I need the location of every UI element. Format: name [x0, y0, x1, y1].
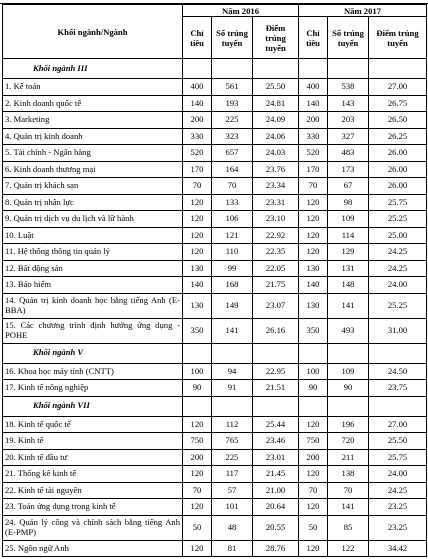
empty-cell	[299, 396, 328, 416]
major-name: 7. Quản trị khách sạn	[3, 178, 183, 195]
admitted-2016: 561	[212, 79, 253, 96]
major-name: 8. Quản trị nhân lực	[3, 194, 183, 211]
quota-2016: 200	[183, 112, 212, 129]
quota-2017: 520	[299, 145, 328, 162]
header-khoi-nganh: Khối ngành/Ngành	[3, 5, 183, 59]
group-title: Khối ngành III	[3, 59, 183, 79]
table-row	[3, 515, 427, 540]
quota-2016: 70	[183, 482, 212, 499]
score-2017: 27.00	[369, 416, 427, 433]
score-2017: 26.25	[369, 128, 427, 145]
admitted-2016: 101	[212, 499, 253, 516]
group-title: Khối ngành V	[3, 343, 183, 363]
quota-2017: 90	[299, 380, 328, 397]
table-row	[3, 244, 427, 261]
major-name: 4. Quản trị kinh doanh	[3, 128, 183, 145]
empty-cell	[328, 396, 369, 416]
table-row	[3, 145, 427, 162]
admitted-2017: 483	[328, 145, 369, 162]
major-name: 25. Ngôn ngữ Anh	[3, 540, 183, 557]
score-2017: 26.00	[369, 161, 427, 178]
admitted-2017: 141	[328, 499, 369, 516]
header-chi-tieu-2017: Chỉ tiêu	[299, 17, 328, 59]
quota-2017: 400	[299, 79, 328, 96]
score-2016: 23.76	[253, 161, 299, 178]
quota-2017: 120	[299, 211, 328, 228]
admitted-2016: 91	[212, 380, 253, 397]
empty-cell	[299, 59, 328, 79]
score-2017: 23.25	[369, 515, 427, 540]
quota-2017: 200	[299, 112, 328, 129]
admitted-2017: 129	[328, 244, 369, 261]
admitted-2016: 110	[212, 244, 253, 261]
major-name: 14. Quản trị kinh doanh học bằng tiếng Anh (E-BBA)	[3, 293, 183, 318]
score-2016: 25.44	[253, 416, 299, 433]
quota-2017: 140	[299, 95, 328, 112]
quota-2016: 170	[183, 161, 212, 178]
admitted-2017: 211	[328, 449, 369, 466]
score-2017: 24.00	[369, 277, 427, 294]
score-2017: 34.42	[369, 540, 427, 557]
quota-2017: 120	[299, 227, 328, 244]
admitted-2016: 164	[212, 161, 253, 178]
admitted-2017: 720	[328, 433, 369, 450]
major-name: 23. Toán ứng dụng trong kinh tế	[3, 499, 183, 516]
quota-2017: 120	[299, 416, 328, 433]
quota-2016: 120	[183, 466, 212, 483]
score-2016: 26.16	[253, 318, 299, 343]
score-2016: 22.35	[253, 244, 299, 261]
score-2017: 25.75	[369, 194, 427, 211]
admitted-2016: 112	[212, 416, 253, 433]
admitted-2017: 122	[328, 540, 369, 557]
admitted-2016: 57	[212, 482, 253, 499]
score-2016: 20.55	[253, 515, 299, 540]
admitted-2017: 70	[328, 482, 369, 499]
empty-cell	[212, 396, 253, 416]
major-name: 20. Kinh tế đầu tư	[3, 449, 183, 466]
quota-2017: 130	[299, 260, 328, 277]
quota-2016: 120	[183, 211, 212, 228]
header-year-2017: Năm 2017	[299, 5, 427, 17]
score-2017: 27.00	[369, 79, 427, 96]
quota-2016: 330	[183, 128, 212, 145]
score-2016: 24.03	[253, 145, 299, 162]
quota-2017: 50	[299, 515, 328, 540]
major-name: 11. Hệ thống thông tin quản lý	[3, 244, 183, 261]
quota-2016: 120	[183, 194, 212, 211]
admitted-2016: 99	[212, 260, 253, 277]
major-name: 13. Bảo hiểm	[3, 277, 183, 294]
admitted-2017: 138	[328, 466, 369, 483]
quota-2016: 140	[183, 277, 212, 294]
quota-2017: 330	[299, 128, 328, 145]
score-2017: 25.75	[369, 449, 427, 466]
admitted-2017: 196	[328, 416, 369, 433]
admitted-2016: 765	[212, 433, 253, 450]
score-2017: 26.00	[369, 178, 427, 195]
admitted-2017: 131	[328, 260, 369, 277]
empty-cell	[253, 396, 299, 416]
score-2016: 24.81	[253, 95, 299, 112]
major-name: 12. Bất động sản	[3, 260, 183, 277]
admitted-2017: 148	[328, 277, 369, 294]
admitted-2016: 323	[212, 128, 253, 145]
admitted-2017: 98	[328, 194, 369, 211]
admitted-2017: 173	[328, 161, 369, 178]
score-2016: 22.92	[253, 227, 299, 244]
score-2016: 22.05	[253, 260, 299, 277]
quota-2017: 70	[299, 482, 328, 499]
empty-cell	[369, 59, 427, 79]
admitted-2016: 81	[212, 540, 253, 557]
score-2017: 24.00	[369, 466, 427, 483]
admitted-2016: 94	[212, 363, 253, 380]
admitted-2017: 85	[328, 515, 369, 540]
header-diem-trung-tuyen-2017: Điểm trúng tuyển	[369, 17, 427, 59]
table-row	[3, 128, 427, 145]
table-row	[3, 380, 427, 397]
empty-cell	[253, 343, 299, 363]
score-2016: 23.34	[253, 178, 299, 195]
quota-2016: 50	[183, 515, 212, 540]
score-2017: 26.00	[369, 145, 427, 162]
empty-cell	[369, 396, 427, 416]
quota-2017: 140	[299, 277, 328, 294]
quota-2017: 120	[299, 466, 328, 483]
admitted-2016: 149	[212, 293, 253, 318]
admitted-2016: 193	[212, 95, 253, 112]
score-2017: 25.25	[369, 293, 427, 318]
admitted-2017: 203	[328, 112, 369, 129]
score-2017: 31.00	[369, 318, 427, 343]
admitted-2016: 133	[212, 194, 253, 211]
score-2016: 20.64	[253, 499, 299, 516]
admitted-2017: 538	[328, 79, 369, 96]
admitted-2016: 121	[212, 227, 253, 244]
empty-cell	[299, 343, 328, 363]
score-2017: 26.50	[369, 112, 427, 129]
table-row	[3, 79, 427, 96]
empty-cell	[328, 59, 369, 79]
quota-2016: 90	[183, 380, 212, 397]
table-row	[3, 499, 427, 516]
score-2016: 23.46	[253, 433, 299, 450]
table-body	[3, 5, 427, 557]
header-year-2016: Năm 2016	[183, 5, 299, 17]
major-name: 5. Tài chính - Ngân hàng	[3, 145, 183, 162]
quota-2016: 120	[183, 416, 212, 433]
quota-2017: 200	[299, 449, 328, 466]
table-row	[3, 112, 427, 129]
quota-2016: 120	[183, 499, 212, 516]
major-name: 21. Thống kê kinh tế	[3, 466, 183, 483]
score-2017: 23.75	[369, 380, 427, 397]
table-row	[3, 260, 427, 277]
quota-2016: 130	[183, 293, 212, 318]
score-2016: 21.00	[253, 482, 299, 499]
admitted-2017: 90	[328, 380, 369, 397]
quota-2017: 70	[299, 178, 328, 195]
quota-2017: 120	[299, 244, 328, 261]
table-row	[3, 416, 427, 433]
quota-2016: 140	[183, 95, 212, 112]
admitted-2016: 225	[212, 449, 253, 466]
table-row	[3, 178, 427, 195]
table-row	[3, 318, 427, 343]
score-2017: 24.25	[369, 482, 427, 499]
table-row	[3, 433, 427, 450]
quota-2017: 350	[299, 318, 328, 343]
major-name: 2. Kinh doanh quốc tế	[3, 95, 183, 112]
admitted-2017: 327	[328, 128, 369, 145]
quota-2016: 120	[183, 244, 212, 261]
empty-cell	[253, 59, 299, 79]
admitted-2017: 109	[328, 363, 369, 380]
admitted-2017: 141	[328, 293, 369, 318]
header-so-trung-tuyen-2016: Số trúng tuyển	[212, 17, 253, 59]
score-2016: 23.31	[253, 194, 299, 211]
admitted-2016: 657	[212, 145, 253, 162]
admitted-2016: 168	[212, 277, 253, 294]
empty-cell	[212, 343, 253, 363]
score-2017: 24.50	[369, 363, 427, 380]
table-row	[3, 95, 427, 112]
empty-cell	[183, 396, 212, 416]
major-name: 16. Khoa học máy tính (CNTT)	[3, 363, 183, 380]
quota-2016: 200	[183, 449, 212, 466]
score-2016: 24.06	[253, 128, 299, 145]
quota-2016: 100	[183, 363, 212, 380]
score-2016: 21.51	[253, 380, 299, 397]
major-name: 17. Kinh tế nông nghiệp	[3, 380, 183, 397]
quota-2017: 170	[299, 161, 328, 178]
major-name: 6. Kinh doanh thương mại	[3, 161, 183, 178]
admitted-2017: 493	[328, 318, 369, 343]
score-2017: 25.25	[369, 211, 427, 228]
score-2016: 25.50	[253, 79, 299, 96]
score-2016: 23.01	[253, 449, 299, 466]
header-so-trung-tuyen-2017: Số trúng tuyển	[328, 17, 369, 59]
empty-cell	[328, 343, 369, 363]
score-2017: 25.00	[369, 227, 427, 244]
quota-2017: 120	[299, 499, 328, 516]
group-title: Khối ngành VII	[3, 396, 183, 416]
score-2016: 28.76	[253, 540, 299, 557]
major-name: 9. Quản trị dịch vụ du lịch và lữ hành	[3, 211, 183, 228]
group-header-row	[3, 59, 427, 79]
header-diem-trung-tuyen-2016: Điểm trúng tuyển	[253, 17, 299, 59]
quota-2016: 350	[183, 318, 212, 343]
major-name: 19. Kinh tế	[3, 433, 183, 450]
quota-2017: 100	[299, 363, 328, 380]
score-2016: 23.10	[253, 211, 299, 228]
table-row	[3, 277, 427, 294]
table-row	[3, 540, 427, 557]
major-name: 1. Kế toán	[3, 79, 183, 96]
table-row	[3, 449, 427, 466]
group-header-row	[3, 343, 427, 363]
table-row	[3, 227, 427, 244]
major-name: 3. Marketing	[3, 112, 183, 129]
quota-2016: 400	[183, 79, 212, 96]
admitted-2017: 114	[328, 227, 369, 244]
quota-2016: 120	[183, 540, 212, 557]
table-row	[3, 161, 427, 178]
table-row	[3, 194, 427, 211]
table-row	[3, 293, 427, 318]
admitted-2016: 141	[212, 318, 253, 343]
admitted-2017: 143	[328, 95, 369, 112]
empty-cell	[183, 343, 212, 363]
major-name: 24. Quản lý công và chính sách bằng tiếng Anh (E-PMP)	[3, 515, 183, 540]
admission-table	[2, 4, 427, 557]
quota-2016: 130	[183, 260, 212, 277]
score-2016: 21.45	[253, 466, 299, 483]
score-2016: 24.09	[253, 112, 299, 129]
table-row	[3, 482, 427, 499]
admitted-2016: 48	[212, 515, 253, 540]
quota-2017: 120	[299, 540, 328, 557]
empty-cell	[183, 59, 212, 79]
header-chi-tieu-2016: Chỉ tiêu	[183, 17, 212, 59]
admitted-2016: 225	[212, 112, 253, 129]
major-name: 22. Kinh tế tài nguyên	[3, 482, 183, 499]
quota-2016: 70	[183, 178, 212, 195]
admitted-2016: 117	[212, 466, 253, 483]
quota-2016: 120	[183, 227, 212, 244]
quota-2017: 750	[299, 433, 328, 450]
score-2017: 25.50	[369, 433, 427, 450]
score-2017: 23.25	[369, 499, 427, 516]
major-name: 10. Luật	[3, 227, 183, 244]
score-2016: 22.95	[253, 363, 299, 380]
group-header-row	[3, 396, 427, 416]
score-2017: 24.25	[369, 260, 427, 277]
score-2017: 24.25	[369, 244, 427, 261]
admitted-2016: 70	[212, 178, 253, 195]
quota-2017: 120	[299, 194, 328, 211]
table-row	[3, 466, 427, 483]
table-row	[3, 363, 427, 380]
quota-2016: 520	[183, 145, 212, 162]
empty-cell	[369, 343, 427, 363]
quota-2017: 130	[299, 293, 328, 318]
admitted-2017: 109	[328, 211, 369, 228]
score-2016: 23.07	[253, 293, 299, 318]
table-row	[3, 211, 427, 228]
admitted-2016: 106	[212, 211, 253, 228]
score-2017: 26.75	[369, 95, 427, 112]
quota-2016: 750	[183, 433, 212, 450]
major-name: 18. Kinh tế quốc tế	[3, 416, 183, 433]
admitted-2017: 67	[328, 178, 369, 195]
header-row-years	[3, 5, 427, 17]
major-name: 15. Các chương trình định hướng ứng dụng - POHE	[3, 318, 183, 343]
score-2016: 21.75	[253, 277, 299, 294]
empty-cell	[212, 59, 253, 79]
